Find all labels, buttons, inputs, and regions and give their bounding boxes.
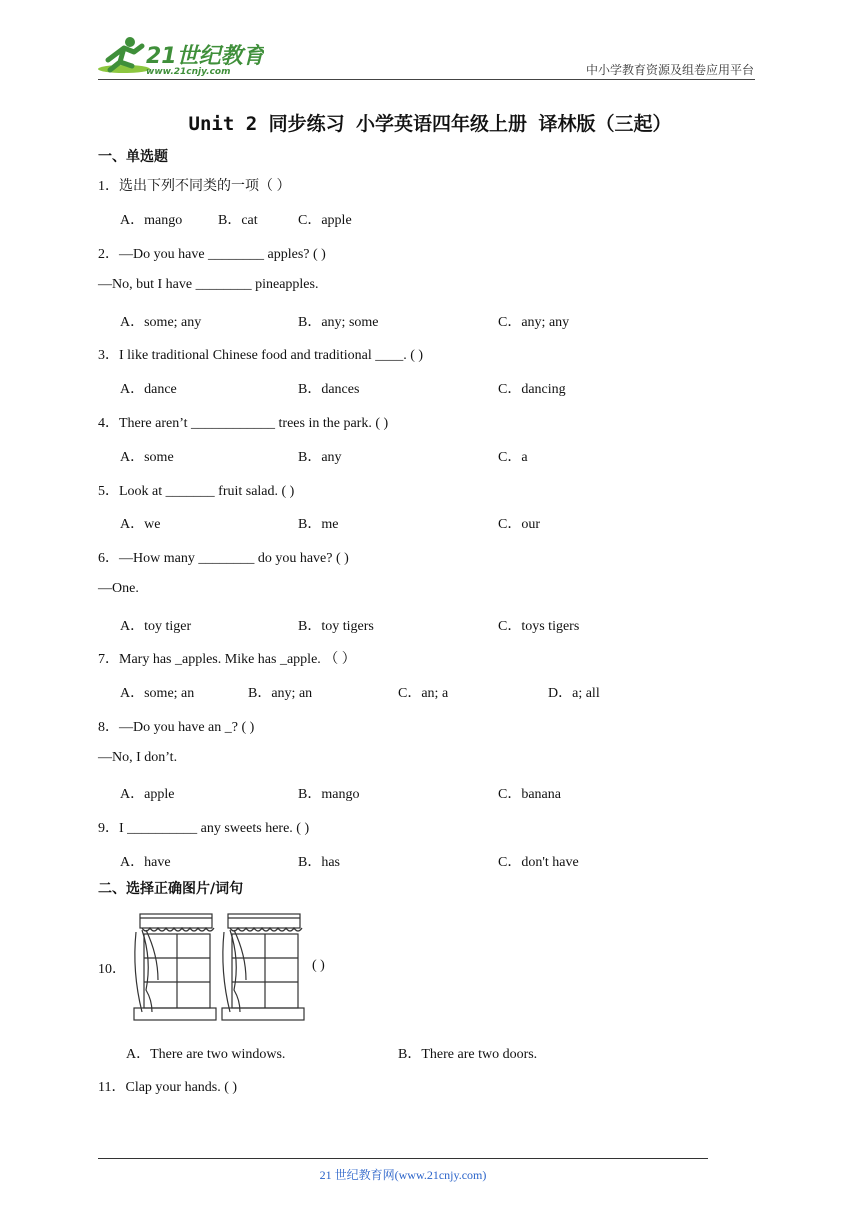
window-left: [134, 914, 216, 1020]
footer-divider: [98, 1158, 708, 1159]
question-5-option-a[interactable]: A．we: [120, 517, 161, 532]
question-6-option-b[interactable]: B．toy tigers: [298, 619, 374, 634]
question-8-stem-reply: —No, I don’t.: [98, 750, 178, 765]
question-10-stem: 10．: [98, 962, 126, 977]
question-10-option-b[interactable]: B．There are two doors.: [398, 1047, 538, 1062]
section-heading-1: 一、单选题: [98, 149, 168, 165]
question-3-option-b[interactable]: B．dances: [298, 382, 360, 397]
question-2-stem-reply: —No, but I have ________ pineapples.: [98, 277, 319, 292]
question-4-stem: 4．There aren’t ____________ trees in the park. ( ): [98, 416, 389, 431]
question-3-stem: 3．I like traditional Chinese food and traditional ____. ( ): [98, 348, 424, 363]
question-4-option-c[interactable]: C．a: [498, 450, 528, 465]
header-divider: [98, 79, 755, 80]
question-9-option-a[interactable]: A．have: [120, 855, 171, 870]
question-9-option-b[interactable]: B．has: [298, 855, 340, 870]
question-5-option-b[interactable]: B．me: [298, 517, 339, 532]
question-1-option-b[interactable]: B．cat: [218, 213, 258, 228]
question-7-option-b[interactable]: B．any; an: [248, 686, 313, 701]
question-3-option-c[interactable]: C．dancing: [498, 382, 566, 397]
question-9-option-c[interactable]: C．don't have: [498, 855, 579, 870]
question-6-option-c[interactable]: C．toys tigers: [498, 619, 580, 634]
question-1-stem: 1．选出下列不同类的一项（ ）: [98, 179, 291, 194]
question-7-stem: 7．Mary has _apples. Mike has _apple. （ ）: [98, 652, 356, 667]
question-4-option-b[interactable]: B．any: [298, 450, 342, 465]
question-8-option-b[interactable]: B．mango: [298, 787, 360, 802]
question-7-option-c[interactable]: C．an; a: [398, 686, 449, 701]
window-right: [222, 914, 304, 1020]
question-1-option-c[interactable]: C．apple: [298, 213, 352, 228]
question-2-option-b[interactable]: B．any; some: [298, 315, 379, 330]
logo-text: 21世纪教育: [146, 44, 264, 69]
question-4-option-a[interactable]: A．some: [120, 450, 174, 465]
question-2-stem: 2．—Do you have ________ apples? ( ): [98, 247, 326, 262]
question-8-stem: 8．—Do you have an _? ( ): [98, 720, 255, 735]
question-6-stem: 6．—How many ________ do you have? ( ): [98, 551, 349, 566]
question-2-option-a[interactable]: A．some; any: [120, 315, 202, 330]
question-11-stem: 11．Clap your hands. ( ): [98, 1080, 238, 1095]
question-7-option-a[interactable]: A．some; an: [120, 686, 195, 701]
question-7-option-d[interactable]: D．a; all: [548, 686, 600, 701]
question-2-option-c[interactable]: C．any; any: [498, 315, 570, 330]
question-8-option-a[interactable]: A．apple: [120, 787, 175, 802]
question-8-option-c[interactable]: C．banana: [498, 787, 561, 802]
logo-url: www.21cnjy.com: [146, 67, 231, 77]
question-1-option-a[interactable]: A．mango: [120, 213, 183, 228]
two-windows-image: [130, 912, 306, 1024]
question-6-option-a[interactable]: A．toy tiger: [120, 619, 192, 634]
question-10-answer-blank[interactable]: ( ): [312, 958, 325, 973]
header-platform-text: 中小学教育资源及组卷应用平台: [585, 63, 754, 77]
question-3-option-a[interactable]: A．dance: [120, 382, 177, 397]
question-5-option-c[interactable]: C．our: [498, 517, 540, 532]
question-5-stem: 5．Look at _______ fruit salad. ( ): [98, 484, 295, 499]
question-9-stem: 9．I __________ any sweets here. ( ): [98, 821, 310, 836]
footer-text[interactable]: 21 世纪教育网(www.21cnjy.com): [319, 1168, 487, 1182]
question-10-option-a[interactable]: A．There are two windows.: [126, 1047, 286, 1062]
question-6-stem-reply: —One.: [98, 581, 139, 596]
section-heading-2: 二、选择正确图片/词句: [98, 881, 244, 897]
site-logo: [94, 36, 264, 78]
page-title: Unit 2 同步练习 小学英语四年级上册 译林版（三起）: [188, 113, 672, 135]
